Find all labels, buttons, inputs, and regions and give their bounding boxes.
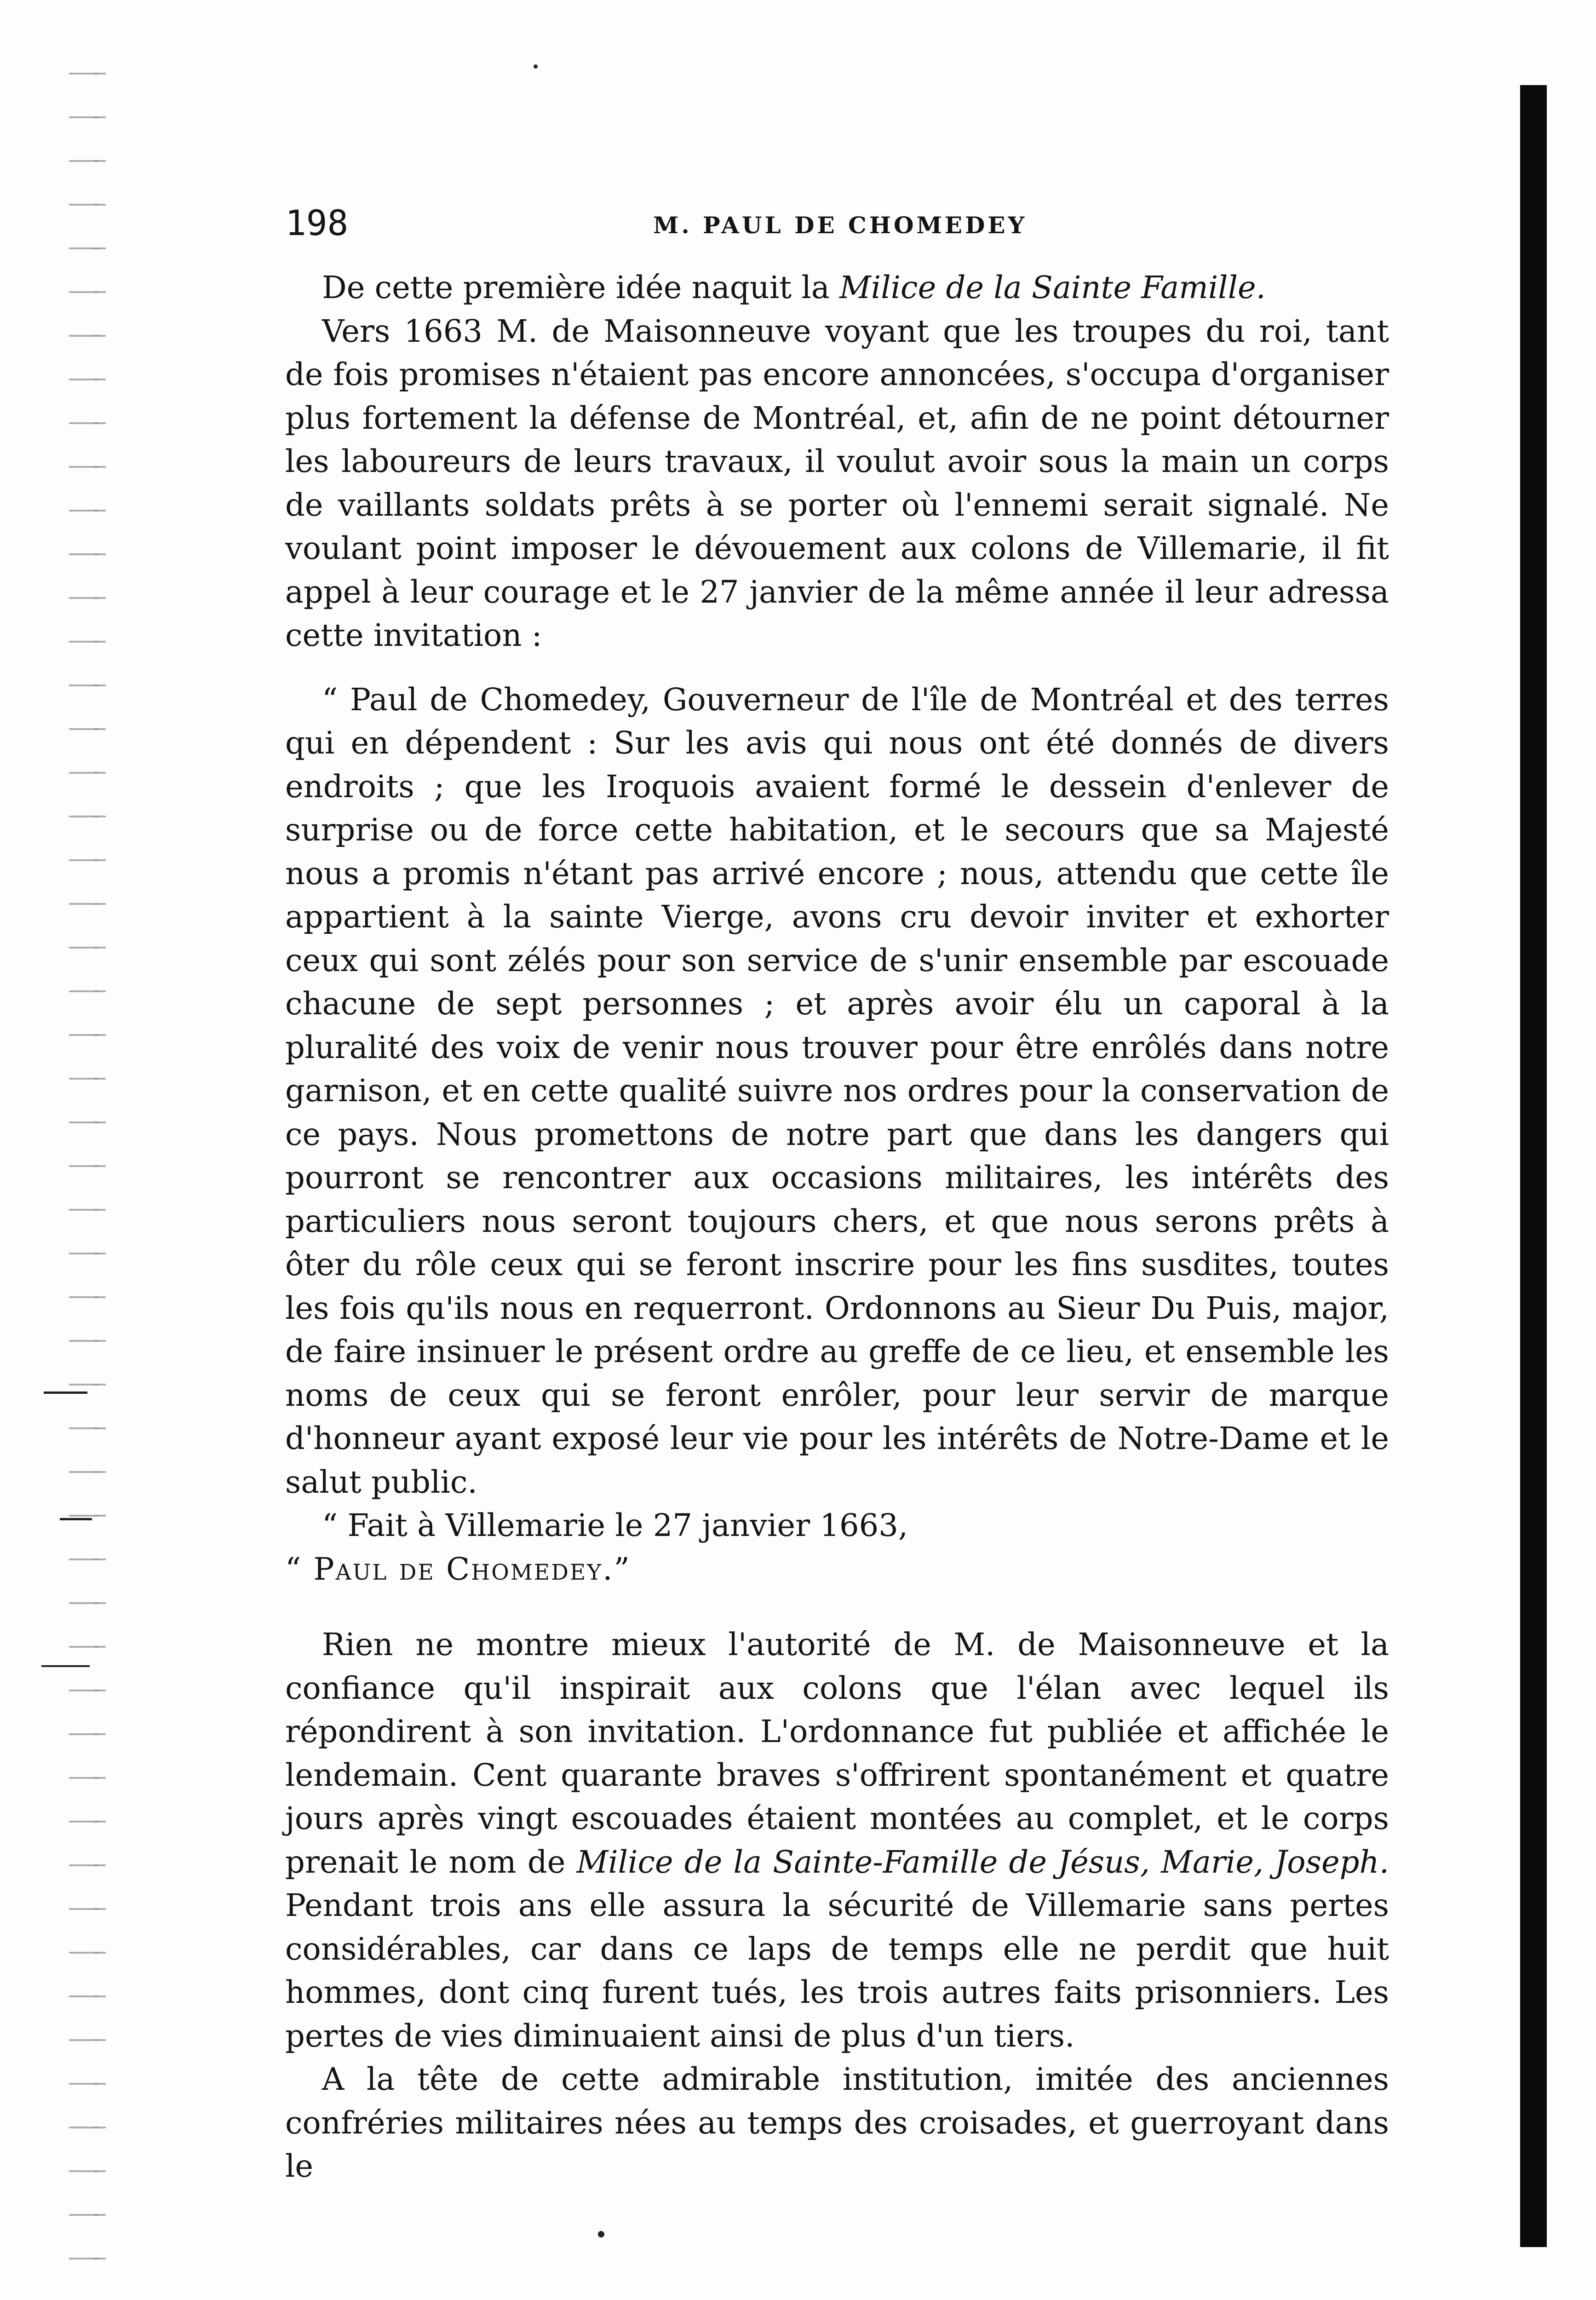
paragraph-3-text: Rien ne montre mieux l'autorité de M. de Maisonneuve et la confiance qu'il inspirait aux colons que l'élan avec lequel ils répondirent à son invitation. L'ordonnance fut publiée et affichée le lendemain. Cent quarante braves s'offrirent spontanément et quatre jours après vingt escouades étaient montées au complet, et le corps prenait le nom de bbox=[285, 1627, 1389, 1880]
ink-speck bbox=[534, 64, 538, 69]
paragraph-3-tail: Pendant trois ans elle assura la sécurité de Villemarie sans pertes considérables, car dans ce laps de temps elle ne perdit que huit hommes, dont cinq furent tués, les trois autres faits prisonniers. Les pertes de vies diminuaient ainsi de plus d'un tiers. bbox=[285, 1887, 1389, 2054]
paragraph-2: Vers 1663 M. de Maisonneuve voyant que les troupes du roi, tant de fois promises n'étaient pas encore annoncées, s'occupa d'organiser plus fortement la défense de Montréal, et, afin de ne point détourner les laboureurs de leurs travaux, il voulut avoir sous la main un corps de vaillants soldats prêts à se porter où l'ennemi serait signalé. Ne voulant point imposer le dévouement aux colons de Villemarie, il fit appel à leur courage et le 27 janvier de la même année il leur adressa cette invitation : bbox=[285, 313, 1389, 653]
body-text bbox=[285, 266, 1389, 2188]
quoted-ordinance: “ Paul de Chomedey, Gouverneur de l'île de Montréal et des terres qui en dépendent : Sur les avis qui nous ont été donnés de divers endroits ; que les Iroquois avaient formé le dessein d'enlever de surprise ou de force cette habitation, et le secours que sa Majesté nous a promis n'étant pas arrivé encore ; nous, attendu que cette île appartient à la sainte Vierge, avons cru devoir inviter et exhorter ceux qui sont zélés pour son service de s'unir ensemble par escouade chacune de sept personnes ; et après avoir élu un caporal à la pluralité des voix de venir nous trouver pour être enrôlés dans notre garnison, et en cette qualité suivre nos ordres pour la conservation de ce pays. Nous promettons de notre part que dans les dangers qui pourront se rencontrer aux occasions militaires, les intérêts des particuliers nous seront toujours chers, et que nous serons prêts à ôter du rôle ceux qui se feront inscrire pour les fins susdites, toutes les fois qu'ils nous en requerront. Ordonnons au Sieur Du Puis, major, de faire insinuer le présent ordre au greffe de ce lieu, et ensemble les noms de ceux qui se feront enrôler, pour leur servir de marque d'honneur ayant exposé leur vie pour les intérêts de Notre-Dame et le salut public. bbox=[285, 681, 1389, 1500]
page-edge-shadow bbox=[1520, 85, 1547, 2247]
paragraph-3 bbox=[285, 1623, 1389, 2058]
ink-speck bbox=[598, 2231, 604, 2237]
binding-edge-shadow bbox=[94, 55, 98, 2300]
margin-dash bbox=[41, 1665, 90, 1667]
paragraph-1 bbox=[285, 266, 1389, 310]
dateline: “ Fait à Villemarie le 27 janvier 1663, bbox=[322, 1507, 908, 1543]
paragraph-1-text: De cette première idée naquit la bbox=[322, 270, 840, 305]
margin-dash bbox=[44, 1392, 87, 1394]
paragraph-3-italic: Milice de la Sainte-Famille de Jésus, Marie, Joseph. bbox=[576, 1844, 1389, 1880]
page-header bbox=[285, 198, 1389, 248]
binding-edge-marks bbox=[69, 55, 106, 2300]
paragraph-1-italic: Milice de la Sainte Famille. bbox=[839, 270, 1266, 305]
margin-dash bbox=[60, 1518, 92, 1520]
signature: “ Paul de Chomedey.” bbox=[285, 1551, 631, 1587]
page-number: 198 bbox=[285, 202, 349, 243]
paragraph-4: A la tête de cette admirable institution, imitée des anciennes confréries militaires nées au temps des croisades, et guerroyant dans le bbox=[285, 2061, 1389, 2184]
running-head: M. PAUL DE CHOMEDEY bbox=[653, 212, 1028, 239]
